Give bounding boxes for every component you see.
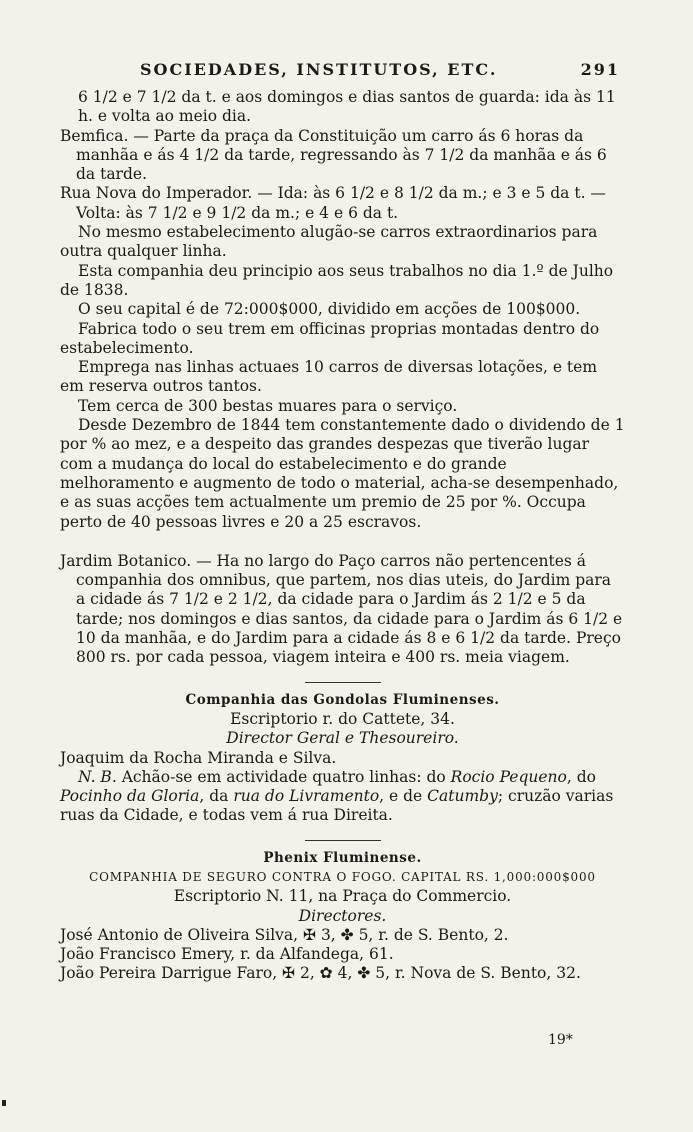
gondolas-note — [60, 768, 625, 826]
paragraph-carriages: Emprega nas linhas actuaes 10 carros de diversas lotações, e tem em reserva outros tantos. — [60, 358, 598, 396]
nb-label: N. B. — [78, 767, 117, 786]
margin-ink-mark — [2, 1100, 6, 1106]
section-divider — [305, 840, 381, 841]
paragraph-capital: O seu capital é de 72:000$000, dividido em acções de 100$000. — [78, 300, 581, 319]
gondolas-title: Companhia das Gondolas Fluminenses. — [185, 691, 500, 708]
page-number: 291 — [580, 60, 620, 79]
page-body — [60, 88, 625, 984]
director-entry: João Francisco Emery, r. da Alfandega, 61. — [60, 945, 394, 964]
nb-place-livramento: rua do Livramento — [233, 787, 380, 806]
gondolas-office: Escriptorio r. do Cattete, 34. — [230, 709, 455, 728]
nb-text-1: Achão-se em actividade quatro linhas: do — [121, 767, 446, 786]
header-title: SOCIEDADES, INSTITUTOS, ETC. — [140, 60, 498, 79]
paragraph-mules: Tem cerca de 300 bestas muares para o serviço. — [78, 396, 458, 415]
paragraph-workshops: Fabrica todo o seu trem em officinas proprias montadas dentro do estabelecimento. — [60, 319, 600, 357]
signature-mark: 19* — [548, 1032, 573, 1048]
entry-rua-nova-imperador: Rua Nova do Imperador. — Ida: às 6 1/2 e 8 1/2 da m.; e 3 e 5 da t. — Volta: às 7 1/2 e 9 1/2 da m.; e 4 e 6 da t. — [60, 184, 606, 222]
phenix-directors-label: Directores. — [298, 906, 387, 925]
schedule-continuation: 6 1/2 e 7 1/2 da t. e aos domingos e dias santos de guarda: ida às 11 h. e volta ao meio dia. — [78, 88, 616, 126]
gondolas-person: Joaquim da Rocha Miranda e Silva. — [60, 748, 337, 767]
phenix-title: Phenix Fluminense. — [263, 849, 422, 866]
nb-place-pocinho: Pocinho da Gloria — [60, 787, 200, 806]
entry-jardim-botanico: Jardim Botanico. — Ha no largo do Paço carros não pertencentes á companhia dos omnibus, que partem, nos dias uteis, do Jardim para a cidade ás 7 1/2 e 2 1/2, da cidade para o Jardim ás 2 1/2 e 5 da tarde; nos domingos e dias santos, da cidade para o Jardim ás 6 1/2 e 10 da manhãa, e do Jardim para a cidade ás 8 e 6 1/2 da tarde. Preço 800 rs. por cada pessoa, viagem inteira e 400 rs. meia viagem. — [60, 551, 623, 667]
gondolas-role: Director Geral e Thesoureiro. — [226, 729, 459, 748]
paragraph-extra-carriages: No mesmo estabelecimento alugão-se carros extraordinarios para outra qualquer linha. — [60, 223, 598, 261]
nb-text-5: ; cruzão varias ruas da Cidade, e todas vem á rua Direita. — [60, 787, 614, 825]
phenix-subtitle: COMPANHIA DE SEGURO CONTRA O FOGO. CAPITAL RS. 1,000:000$000 — [89, 869, 596, 884]
nb-place-rocio: Rocio Pequeno — [450, 767, 567, 786]
phenix-office: Escriptorio N. 11, na Praça do Commercio. — [173, 887, 512, 906]
nb-text-2: , do — [566, 767, 596, 786]
spacer — [60, 532, 625, 552]
nb-place-catumby: Catumby — [427, 787, 498, 806]
section-divider — [305, 682, 381, 683]
nb-text-3: , da — [199, 787, 229, 806]
director-entry: José Antonio de Oliveira Silva, ✠ 3, ✤ 5, r. de S. Bento, 2. — [60, 925, 509, 944]
entry-bemfica: Bemfica. — Parte da praça da Constituição um carro ás 6 horas da manhãa e ás 4 1/2 da tarde, regressando às 7 1/2 da manhãa e ás 6 da tarde. — [60, 126, 607, 184]
director-entry: João Pereira Darrigue Faro, ✠ 2, ✿ 4, ✤ 5, r. Nova de S. Bento, 32. — [60, 964, 581, 983]
paragraph-dividend: Desde Dezembro de 1844 tem constantemente dado o dividendo de 1 por % ao mez, e a despeito das grandes despezas que tiverão lugar com a mudança do local do estabelecimento e do grande melhoramento e augmento de todo o material, acha-se desempenhado, e as suas acções tem actualmente um premio de 25 por %. Occupa perto de 40 pessoas livres e 20 a 25 escravos. — [60, 416, 625, 531]
paragraph-founding: Esta companhia deu principio aos seus trabalhos no dia 1.º de Julho de 1838. — [60, 261, 614, 299]
nb-text-4: , e de — [379, 787, 423, 806]
